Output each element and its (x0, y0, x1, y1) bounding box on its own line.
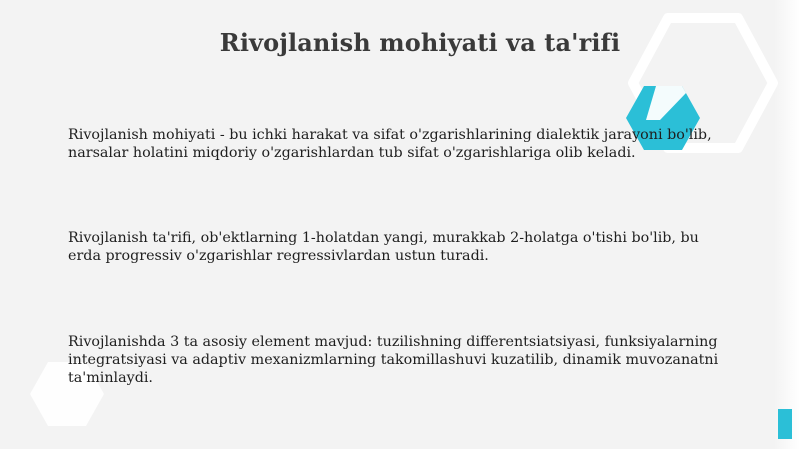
paragraph-essence: Rivojlanish mohiyati - bu ichki harakat va sifat o'zgarishlarining dialektik jarayoni bo'lib, narsalar holatini miqdoriy o'zgarishlardan tub sifat o'zgarishlariga olib keladi. (68, 127, 712, 161)
accent-bar (778, 409, 792, 439)
paragraph-definition: Rivojlanish ta'rifi, ob'ektlarning 1-holatdan yangi, murakkab 2-holatga o'tishi bo'lib, bu erda progressiv o'zgarishlar regressivlardan ustun turadi. (68, 230, 699, 264)
paragraph-elements: Rivojlanishda 3 ta asosiy element mavjud: tuzilishning differentsiatsiyasi, funksiyalarning integratsiyasi va adaptiv mexanizmlarning takomillashuvi kuzatilib, dinamik muvozanatni ta'minlaydi. (68, 334, 719, 386)
slide-title: Rivojlanish mohiyati va ta'rifi (219, 28, 621, 57)
